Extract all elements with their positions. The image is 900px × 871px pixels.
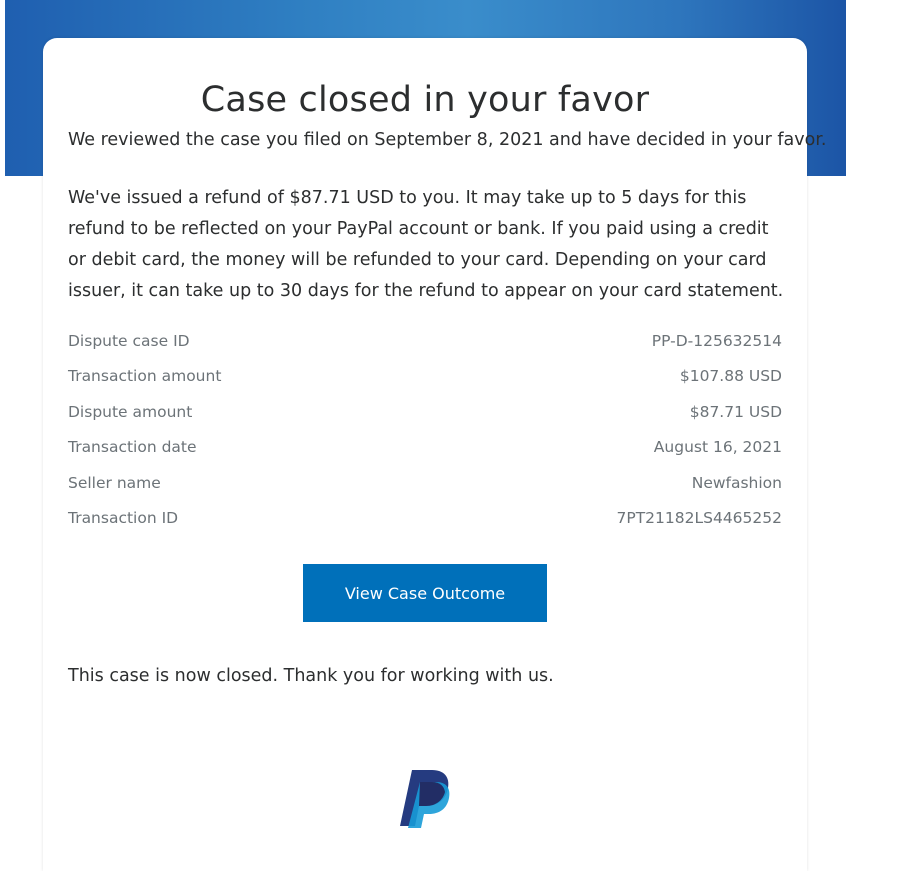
detail-row-transaction-id xyxy=(68,501,782,537)
detail-row-transaction-date xyxy=(68,430,782,466)
detail-row-seller-name xyxy=(68,465,782,501)
refund-text: We've issued a refund of $87.71 USD to you. It may take up to 5 days for this refund to be reflected on your PayPal account or bank. If you paid using a credit or debit card, the money will be refunded to your card. Depending on your card issuer, it can take up to 30 days for the refund to appear on your card statement. xyxy=(68,188,784,301)
closing-text: This case is now closed. Thank you for working with us. xyxy=(68,666,554,686)
detail-label: Seller name xyxy=(68,473,161,492)
dispute-details xyxy=(68,323,782,536)
intro-text: We reviewed the case you filed on September 8, 2021 and have decided in your favor. xyxy=(68,130,827,150)
paypal-logo-icon xyxy=(398,766,454,830)
email-card xyxy=(43,38,827,871)
detail-value: Newfashion xyxy=(691,473,782,492)
detail-value: August 16, 2021 xyxy=(653,438,782,457)
detail-label: Transaction amount xyxy=(68,367,222,386)
view-case-outcome-button[interactable]: View Case Outcome xyxy=(303,564,547,622)
detail-row-dispute-case-id xyxy=(68,323,782,359)
detail-label: Transaction ID xyxy=(68,509,179,528)
detail-value: $107.88 USD xyxy=(679,367,782,386)
page-title: Case closed in your favor xyxy=(200,80,650,120)
detail-label: Dispute case ID xyxy=(68,331,190,350)
detail-value: $87.71 USD xyxy=(689,402,782,421)
detail-row-dispute-amount xyxy=(68,394,782,430)
detail-row-transaction-amount xyxy=(68,359,782,395)
detail-value: 7PT21182LS4465252 xyxy=(616,509,782,528)
detail-label: Transaction date xyxy=(68,438,197,457)
detail-label: Dispute amount xyxy=(68,402,193,421)
detail-value: PP-D-125632514 xyxy=(651,331,782,350)
